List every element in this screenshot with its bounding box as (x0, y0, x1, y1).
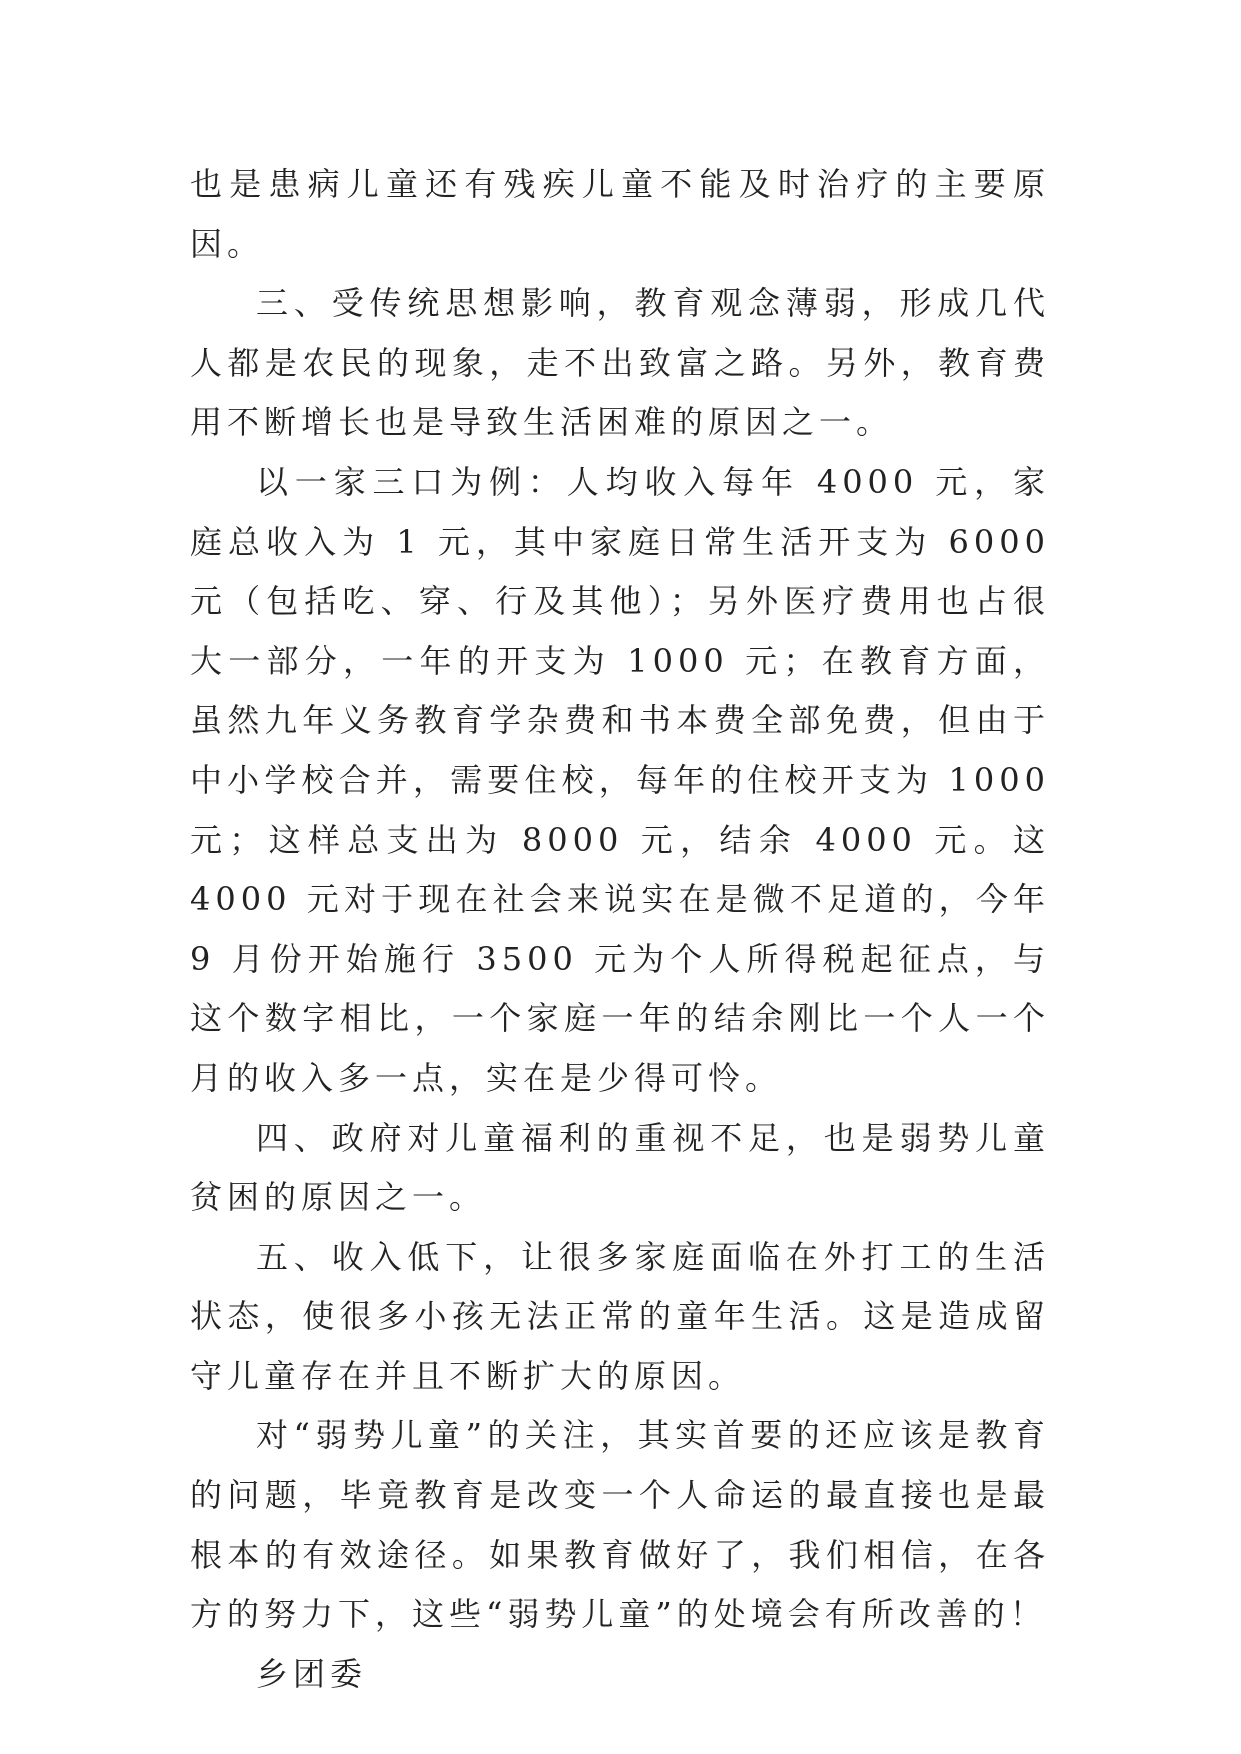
paragraph-continuation: 也是患病儿童还有残疾儿童不能及时治疗的主要原因。 (190, 165, 1050, 263)
paragraph-point-three: 三、受传统思想影响，教育观念薄弱，形成几代人都是农民的现象，走不出致富之路。另外，教育费用不断增长也是导致生活困难的原因之一。 (190, 284, 1050, 442)
signature-organization: 乡团委 (256, 1654, 368, 1693)
paragraph-conclusion: 对“弱势儿童”的关注，其实首要的还应该是教育的问题，毕竟教育是改变一个人命运的最直接也是最根本的有效途径。如果教育做好了，我们相信，在各方的努力下，这些“弱势儿童”的处境会有所改善的！ (190, 1416, 1050, 1634)
document-body (190, 155, 1050, 1704)
paragraph-family-example: 以一家三口为例：人均收入每年 4000 元，家庭总收入为 1 元，其中家庭日常生活开支为 6000 元（包括吃、穿、行及其他）；另外医疗费用也占很大一部分，一年的开支为 1000 元；在教育方面，虽然九年义务教育学杂费和书本费全部免费，但由于中小学校合并，需要住校，每年的住校开支为 1000 元；这样总支出为 8000 元，结余 4000 元。这 4000 元对于现在社会来说实在是微不足道的，今年 9 月份开始施行 3500 元为个人所得税起征点，与这个数字相比，一个家庭一年的结余刚比一个人一个月的收入多一点，实在是少得可怜。 (190, 462, 1050, 1097)
paragraph-point-five: 五、收入低下，让很多家庭面临在外打工的生活状态，使很多小孩无法正常的童年生活。这是造成留守儿童存在并且不断扩大的原因。 (190, 1237, 1050, 1395)
paragraph-point-four: 四、政府对儿童福利的重视不足，也是弱势儿童贫困的原因之一。 (190, 1118, 1050, 1217)
